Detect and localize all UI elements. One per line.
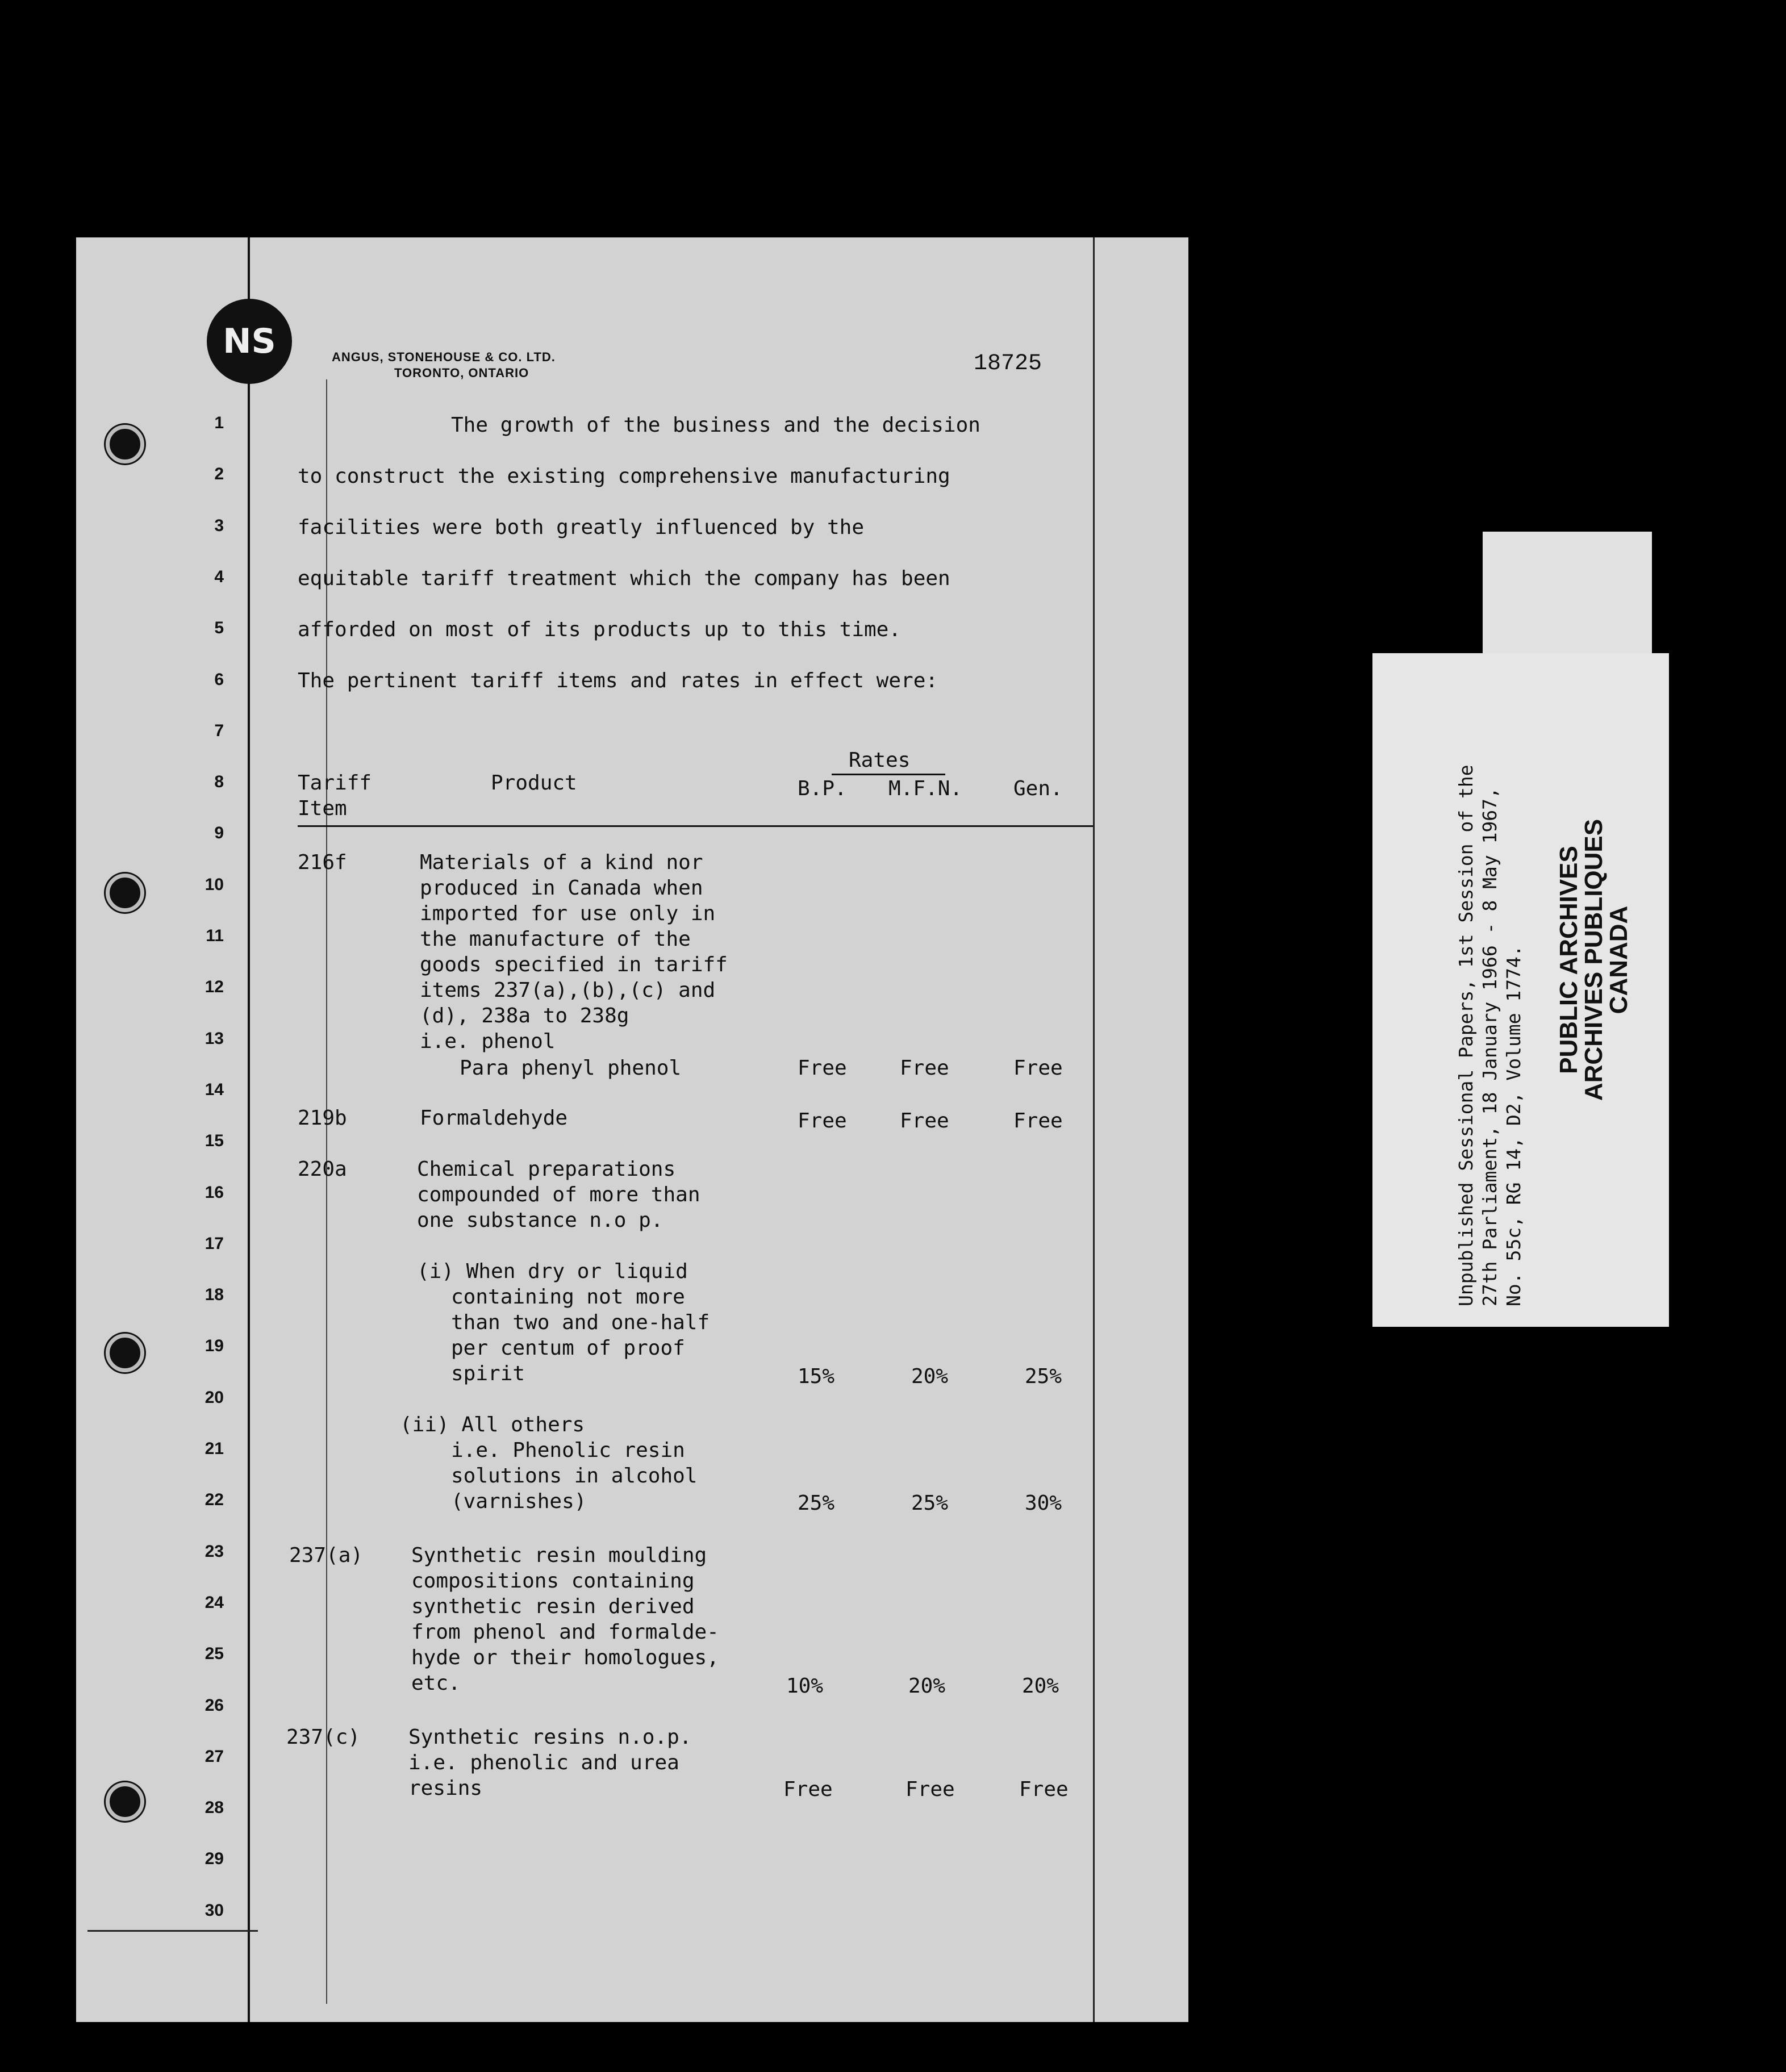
archive-title-line: ARCHIVES PUBLIQUES — [1580, 818, 1608, 1101]
line-number: 6 — [214, 670, 224, 689]
line-number: 25 — [205, 1644, 224, 1663]
intro-line: afforded on most of its products up to this time. — [298, 618, 902, 641]
line-number: 21 — [205, 1439, 224, 1458]
line-number: 4 — [214, 567, 224, 586]
product-line: Synthetic resins n.o.p. — [408, 1726, 692, 1749]
archive-title-line: PUBLIC ARCHIVES — [1555, 846, 1583, 1074]
line-number: 17 — [205, 1234, 224, 1253]
rate-gen: 25% — [1025, 1365, 1062, 1388]
line-number: 24 — [205, 1593, 224, 1612]
product-line: the manufacture of the — [420, 928, 691, 951]
product-line: (i) When dry or liquid — [417, 1260, 688, 1283]
seal-logo-icon: NS — [207, 299, 292, 384]
line-number: 22 — [205, 1490, 224, 1509]
product-line: than two and one-half — [451, 1311, 710, 1334]
line-number: 28 — [205, 1798, 224, 1817]
line-number: 7 — [214, 721, 224, 740]
mfn-heading: M.F.N. — [888, 777, 963, 800]
intro-line: The growth of the business and the decision — [451, 413, 980, 437]
header-rule — [298, 825, 1093, 827]
intro-line: The pertinent tariff items and rates in effect were: — [298, 669, 938, 692]
rate-gen: Free — [1019, 1778, 1069, 1801]
rates-heading: Rates — [849, 749, 911, 772]
line-number: 12 — [205, 977, 224, 996]
product-line: i.e. phenol — [420, 1030, 556, 1053]
product-line: solutions in alcohol — [451, 1464, 698, 1488]
product-line: resins — [408, 1777, 483, 1800]
document-page — [76, 237, 1188, 2022]
product-line: goods specified in tariff — [420, 953, 728, 976]
line-number: 1 — [214, 413, 224, 432]
line-number: 3 — [214, 516, 224, 535]
line-number: 8 — [214, 772, 224, 791]
rate-gen: 30% — [1025, 1492, 1062, 1515]
product-heading: Product — [491, 771, 577, 795]
line-number: 11 — [206, 926, 224, 945]
product-line: items 237(a),(b),(c) and — [420, 979, 716, 1002]
line-number: 20 — [205, 1388, 224, 1407]
intro-line: to construct the existing comprehensive manufacturing — [298, 465, 950, 488]
product-line: synthetic resin derived — [411, 1595, 695, 1618]
document-number: 18725 — [974, 351, 1042, 377]
right-margin-rule — [1093, 237, 1095, 2022]
line-number: 13 — [205, 1029, 224, 1048]
rate-bp: 15% — [798, 1365, 835, 1388]
tariff-heading: Tariff — [298, 771, 372, 795]
bp-heading: B.P. — [798, 777, 847, 800]
product-line: i.e. Phenolic resin — [451, 1439, 685, 1462]
product-line: Materials of a kind nor — [420, 851, 703, 874]
intro-line: equitable tariff treatment which the company has been — [298, 567, 950, 590]
line-number: 9 — [214, 824, 224, 842]
line-number: 30 — [205, 1901, 224, 1920]
line-number: 14 — [205, 1080, 224, 1099]
rate-bp: 10% — [786, 1674, 824, 1698]
rates-underline — [832, 774, 945, 775]
binder-hole-icon — [106, 425, 144, 463]
product-line: from phenol and formalde- — [411, 1620, 719, 1644]
product-line: hyde or their homologues, — [411, 1646, 719, 1669]
line-number: 18 — [205, 1285, 224, 1304]
company-location: TORONTO, ONTARIO — [394, 366, 529, 380]
product-line: imported for use only in — [420, 902, 716, 925]
left-margin-rule — [248, 237, 250, 2022]
rate-mfn: 20% — [908, 1674, 946, 1698]
company-header — [332, 350, 556, 381]
rate-gen: Free — [1013, 1056, 1063, 1080]
line-number: 16 — [205, 1183, 224, 1202]
rate-bp: Free — [798, 1109, 847, 1133]
rate-gen: Free — [1013, 1109, 1063, 1133]
archive-title-line: CANADA — [1605, 905, 1633, 1014]
product-line: Formaldehyde — [420, 1106, 568, 1130]
company-name: ANGUS, STONEHOUSE & CO. LTD. — [332, 350, 556, 364]
rate-bp: Free — [798, 1056, 847, 1080]
tariff-item: 237(c) — [286, 1726, 361, 1749]
product-line: compounded of more than — [417, 1183, 700, 1206]
line-number: 15 — [205, 1131, 224, 1150]
product-line: per centum of proof — [451, 1336, 685, 1360]
product-line: Chemical preparations — [417, 1158, 676, 1181]
line-number: 23 — [205, 1542, 224, 1561]
product-line: i.e. phenolic and urea — [408, 1751, 679, 1774]
binder-hole-icon — [106, 1782, 144, 1821]
line-number: 2 — [214, 465, 224, 483]
binder-hole-icon — [106, 874, 144, 912]
rate-mfn: Free — [900, 1056, 949, 1080]
product-line: spirit — [451, 1362, 525, 1385]
rate-bp: 25% — [798, 1492, 835, 1515]
line-number: 26 — [205, 1696, 224, 1715]
tariff-item: 220a — [298, 1158, 347, 1181]
product-line: Para phenyl phenol — [460, 1056, 682, 1080]
rate-mfn: 25% — [911, 1492, 949, 1515]
gen-heading: Gen. — [1013, 777, 1063, 800]
product-line: containing not more — [451, 1285, 685, 1309]
tariff-item: 216f — [298, 851, 347, 874]
intro-line: facilities were both greatly influenced by the — [298, 516, 864, 539]
rate-mfn: Free — [900, 1109, 949, 1133]
citation-line: No. 55c, RG 14, D2, Volume 1774. — [1503, 945, 1525, 1306]
rate-mfn: 20% — [911, 1365, 949, 1388]
archive-title — [1557, 761, 1631, 1159]
product-line: produced in Canada when — [420, 876, 703, 900]
product-line: compositions containing — [411, 1569, 695, 1593]
tariff-item: 219b — [298, 1106, 347, 1130]
bottom-rule — [87, 1930, 258, 1932]
product-line: (varnishes) — [451, 1490, 587, 1513]
line-number: 27 — [205, 1747, 224, 1766]
line-number: 19 — [205, 1336, 224, 1355]
product-line: (ii) All others — [400, 1413, 585, 1436]
line-number: 29 — [205, 1849, 224, 1868]
product-line: one substance n.o p. — [417, 1209, 664, 1232]
item-heading: Item — [298, 797, 347, 820]
citation-line: Unpublished Sessional Papers, 1st Session of the — [1455, 765, 1477, 1306]
binder-hole-icon — [106, 1334, 144, 1372]
product-line: etc. — [411, 1672, 461, 1695]
rate-mfn: Free — [905, 1778, 955, 1801]
rate-gen: 20% — [1022, 1674, 1059, 1698]
line-number: 10 — [205, 875, 224, 894]
product-line: (d), 238a to 238g — [420, 1004, 629, 1027]
tariff-item: 237(a) — [289, 1544, 364, 1567]
line-number: 5 — [214, 619, 224, 637]
product-line: Synthetic resin moulding — [411, 1544, 707, 1567]
rate-bp: Free — [783, 1778, 833, 1801]
citation-line: 27th Parliament, 18 January 1966 - 8 May 1967, — [1479, 787, 1501, 1306]
